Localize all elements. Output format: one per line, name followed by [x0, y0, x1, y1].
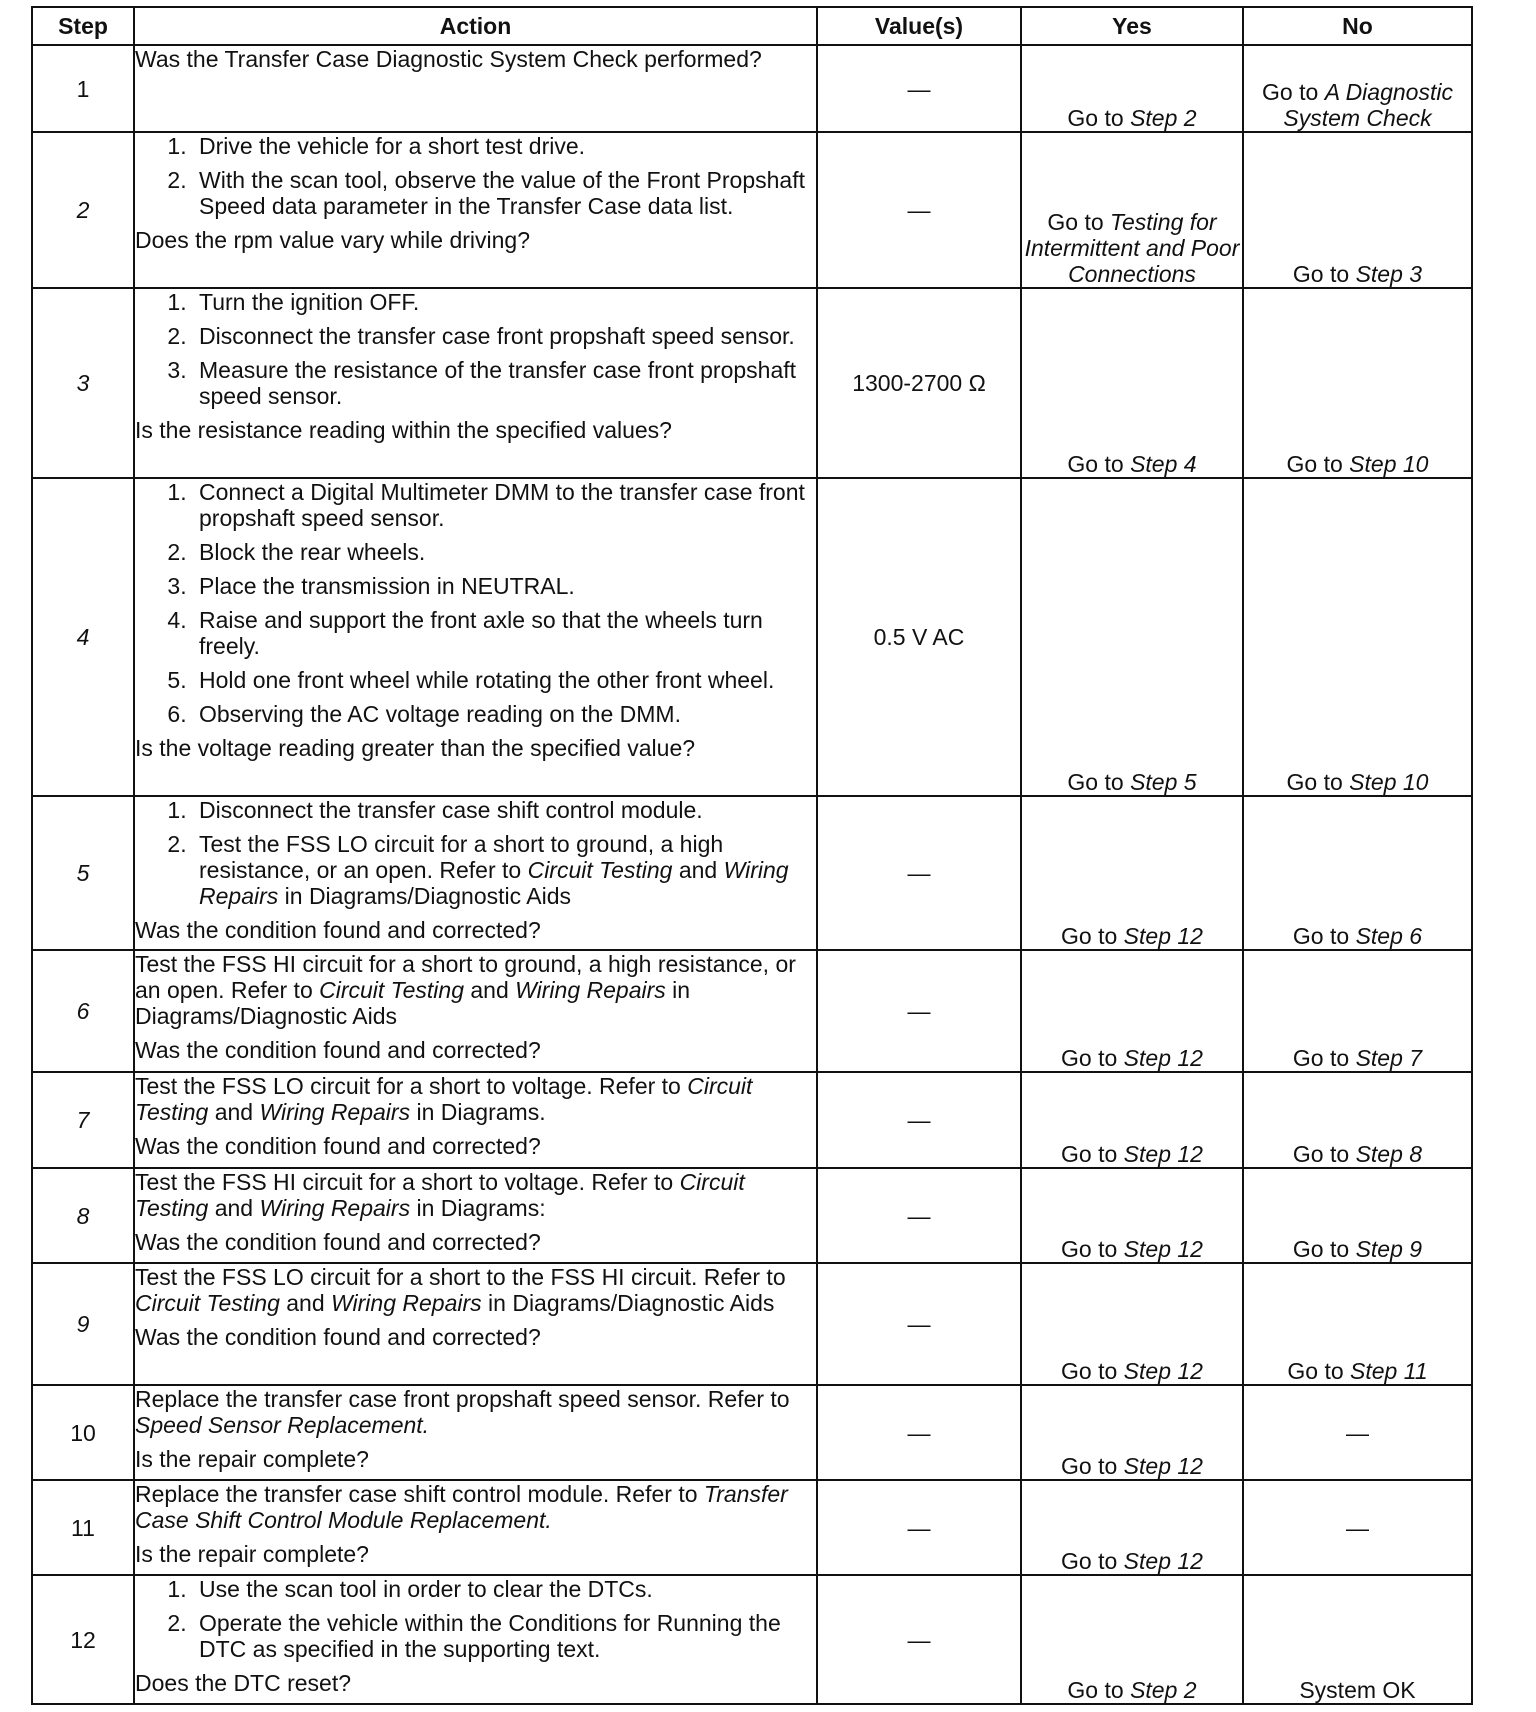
- yes-cell: [1021, 478, 1243, 796]
- yes-link[interactable]: Step 2: [1130, 105, 1197, 132]
- reference-link[interactable]: Wiring Repairs: [199, 856, 789, 909]
- action-item: 1. Use the scan tool in order to clear the DTCs.: [193, 1576, 816, 1602]
- no-link[interactable]: A Diagnostic System Check: [1283, 79, 1453, 132]
- no-cell: —: [1243, 1480, 1472, 1575]
- action-cell: [134, 288, 817, 478]
- action-text-part: in Diagrams.: [410, 1098, 546, 1125]
- action-text: [135, 1169, 816, 1221]
- no-cell: [1243, 478, 1472, 796]
- value-cell: —: [817, 950, 1021, 1072]
- action-text-part: and: [208, 1098, 260, 1125]
- action-text: [135, 1264, 816, 1316]
- yes-cell: [1021, 950, 1243, 1072]
- header-row: [32, 7, 1472, 45]
- step-number: 10: [32, 1385, 134, 1480]
- action-cell: [134, 45, 817, 132]
- no-prefix: Go to: [1292, 1045, 1356, 1072]
- no-link[interactable]: Step 10: [1349, 451, 1429, 478]
- yes-link[interactable]: Step 12: [1123, 1358, 1203, 1385]
- yes-prefix: Go to: [1061, 1548, 1124, 1575]
- action-item: 2. Operate the vehicle within the Conditions for Running the DTC as specified in the supporting text.: [193, 1610, 816, 1662]
- action-text-part: in Diagrams/Diagnostic Aids: [481, 1289, 775, 1316]
- action-cell: [134, 478, 817, 796]
- reference-link[interactable]: Circuit Testing: [135, 1073, 753, 1125]
- yes-cell: [1021, 1385, 1243, 1480]
- action-cell: [134, 796, 817, 950]
- no-link[interactable]: Step 9: [1355, 1236, 1423, 1263]
- no-link[interactable]: Step 10: [1349, 769, 1429, 796]
- step-number: 4: [32, 478, 134, 796]
- action-text: and: [672, 856, 724, 883]
- action-text-part: in Diagrams/Diagnostic Aids: [135, 976, 691, 1029]
- action-list: [135, 1576, 816, 1662]
- reference-link[interactable]: Transfer Case Shift Control Module Replacement.: [135, 1481, 788, 1533]
- header-yes: Yes: [1021, 7, 1243, 45]
- action-text-part: and: [208, 1194, 260, 1221]
- yes-prefix: Go to: [1067, 769, 1131, 796]
- yes-link[interactable]: Step 12: [1123, 1453, 1203, 1480]
- action-text-part: Replace the transfer case front propshaft speed sensor. Refer to: [135, 1386, 790, 1412]
- action-cell: [134, 1263, 817, 1385]
- action-item: 5. Hold one front wheel while rotating the other front wheel.: [193, 667, 816, 693]
- table-row: [32, 950, 1472, 1072]
- no-link[interactable]: Step 11: [1350, 1358, 1428, 1385]
- value-cell: —: [817, 1072, 1021, 1168]
- yes-cell: [1021, 45, 1243, 132]
- action-list: [135, 289, 816, 409]
- action-item: 6. Observing the AC voltage reading on the DMM.: [193, 701, 816, 727]
- action-item: 2. Block the rear wheels.: [193, 539, 816, 565]
- reference-link[interactable]: Wiring Repairs: [331, 1289, 482, 1316]
- no-prefix: Go to: [1286, 451, 1350, 478]
- yes-cell: [1021, 132, 1243, 288]
- yes-prefix: Go to: [1067, 451, 1131, 478]
- no-prefix: Go to: [1262, 79, 1325, 106]
- yes-cell: [1021, 1072, 1243, 1168]
- yes-link[interactable]: Step 12: [1123, 1548, 1203, 1575]
- table-row: [32, 1168, 1472, 1263]
- value-cell: —: [817, 1480, 1021, 1575]
- reference-link[interactable]: Wiring Repairs: [259, 1194, 411, 1221]
- value-cell: 0.5 V AC: [817, 478, 1021, 796]
- step-number: 6: [32, 950, 134, 1072]
- action-item: 3. Measure the resistance of the transfer case front propshaft speed sensor.: [193, 357, 816, 409]
- action-list: [135, 479, 816, 727]
- action-item: 1. Turn the ignition OFF.: [193, 289, 816, 315]
- action-text: [135, 951, 816, 1029]
- yes-cell: [1021, 1575, 1243, 1704]
- no-prefix: Go to: [1287, 1358, 1351, 1385]
- reference-link[interactable]: Circuit Testing: [319, 976, 464, 1003]
- yes-prefix: Go to: [1067, 1677, 1131, 1704]
- table-row: [32, 288, 1472, 478]
- step-number: 7: [32, 1072, 134, 1168]
- action-question: Does the DTC reset?: [135, 1669, 352, 1696]
- no-cell: [1243, 950, 1472, 1072]
- table-row: [32, 1480, 1472, 1575]
- table-row: [32, 45, 1472, 132]
- action-text-part: Test the FSS LO circuit for a short to voltage. Refer to: [135, 1073, 688, 1099]
- step-number: 9: [32, 1263, 134, 1385]
- action-item: 4. Raise and support the front axle so that the wheels turn freely.: [193, 607, 816, 659]
- header-step: Step: [32, 7, 134, 45]
- value-cell: —: [817, 1168, 1021, 1263]
- yes-prefix: Go to: [1061, 923, 1124, 950]
- no-prefix: Go to: [1286, 769, 1350, 796]
- action-item: 1. Disconnect the transfer case shift control module.: [193, 797, 816, 823]
- action-question: Is the resistance reading within the specified values?: [135, 416, 672, 443]
- yes-prefix: Go to: [1067, 105, 1131, 132]
- no-link[interactable]: Step 6: [1355, 923, 1423, 950]
- value-cell: —: [817, 796, 1021, 950]
- reference-link[interactable]: Circuit Testing: [135, 1289, 280, 1316]
- no-cell: [1243, 288, 1472, 478]
- table-row: [32, 1385, 1472, 1480]
- action-question: Does the rpm value vary while driving?: [135, 226, 531, 253]
- step-number: 5: [32, 796, 134, 950]
- yes-cell: [1021, 1263, 1243, 1385]
- action-text: Was the Transfer Case Diagnostic System Check performed?: [135, 46, 762, 72]
- yes-link[interactable]: Step 12: [1123, 1236, 1203, 1263]
- action-text-part: Test the FSS HI circuit for a short to voltage. Refer to: [135, 1169, 680, 1195]
- action-item: [193, 831, 816, 909]
- diagnostic-table: [31, 6, 1473, 1705]
- action-question: Is the voltage reading greater than the specified value?: [135, 734, 696, 761]
- yes-link[interactable]: Step 2: [1130, 1677, 1197, 1704]
- header-no: No: [1243, 7, 1472, 45]
- yes-cell: [1021, 796, 1243, 950]
- action-question: Was the condition found and corrected?: [135, 1036, 541, 1063]
- no-prefix: Go to: [1292, 1141, 1356, 1168]
- action-cell: [134, 1168, 817, 1263]
- table-row: [32, 1575, 1472, 1704]
- action-item: 2. Disconnect the transfer case front propshaft speed sensor.: [193, 323, 816, 349]
- step-number: 8: [32, 1168, 134, 1263]
- no-cell: [1243, 1263, 1472, 1385]
- no-cell: —: [1243, 1385, 1472, 1480]
- yes-link[interactable]: Step 12: [1123, 1141, 1203, 1168]
- action-list: [135, 797, 816, 909]
- table-row: [32, 1263, 1472, 1385]
- yes-link[interactable]: Step 5: [1130, 769, 1197, 796]
- table-row: [32, 132, 1472, 288]
- action-text-part: Test the FSS LO circuit for a short to the FSS HI circuit. Refer to: [135, 1264, 786, 1290]
- action-text-part: in Diagrams:: [410, 1194, 546, 1221]
- action-question: Is the repair complete?: [135, 1540, 369, 1567]
- yes-cell: [1021, 288, 1243, 478]
- table-row: [32, 1072, 1472, 1168]
- yes-prefix: Go to: [1061, 1045, 1124, 1072]
- no-prefix: Go to: [1292, 261, 1356, 288]
- value-cell: 1300-2700 Ω: [817, 288, 1021, 478]
- step-number: 3: [32, 288, 134, 478]
- action-text: [135, 1481, 816, 1533]
- no-prefix: Go to: [1292, 1236, 1356, 1263]
- yes-link[interactable]: Step 12: [1123, 923, 1203, 950]
- value-cell: —: [817, 1263, 1021, 1385]
- reference-link[interactable]: Circuit Testing: [527, 856, 673, 883]
- action-text: [135, 1386, 816, 1438]
- header-action: Action: [134, 7, 817, 45]
- step-number: 1: [32, 45, 134, 132]
- value-cell: —: [817, 1575, 1021, 1704]
- no-link[interactable]: Step 8: [1355, 1141, 1423, 1168]
- action-question: Was the condition found and corrected?: [135, 1132, 541, 1159]
- yes-prefix: Go to: [1061, 1236, 1124, 1263]
- action-cell: [134, 1385, 817, 1480]
- yes-prefix: Go to: [1061, 1453, 1124, 1480]
- reference-link[interactable]: Wiring Repairs: [515, 976, 666, 1003]
- table-row: [32, 796, 1472, 950]
- yes-link[interactable]: Step 4: [1130, 451, 1197, 478]
- action-question: Was the condition found and corrected?: [135, 1323, 541, 1350]
- table-row: [32, 478, 1472, 796]
- action-text: [135, 1073, 816, 1125]
- action-question: Was the condition found and corrected?: [135, 1228, 541, 1255]
- action-cell: [134, 1575, 817, 1704]
- yes-cell: [1021, 1480, 1243, 1575]
- yes-cell: [1021, 1168, 1243, 1263]
- header-values: Value(s): [817, 7, 1021, 45]
- no-cell: [1243, 1168, 1472, 1263]
- no-link[interactable]: Step 3: [1355, 261, 1423, 288]
- action-item: 1. Connect a Digital Multimeter DMM to the transfer case front propshaft speed sensor.: [193, 479, 816, 531]
- no-cell: [1243, 1072, 1472, 1168]
- reference-link[interactable]: Circuit Testing: [135, 1169, 745, 1221]
- no-cell: [1243, 132, 1472, 288]
- yes-prefix: Go to: [1061, 1141, 1124, 1168]
- yes-prefix: Go to: [1047, 209, 1111, 236]
- action-text-part: and: [464, 976, 516, 1003]
- yes-prefix: Go to: [1061, 1358, 1124, 1385]
- action-question: Is the repair complete?: [135, 1445, 369, 1472]
- action-cell: [134, 950, 817, 1072]
- no-prefix: Go to: [1292, 923, 1356, 950]
- step-number: 11: [32, 1480, 134, 1575]
- yes-link[interactable]: Testing for Intermittent and Poor Connections: [1024, 209, 1240, 288]
- action-text: in Diagrams/Diagnostic Aids: [278, 882, 571, 909]
- value-cell: —: [817, 45, 1021, 132]
- yes-link[interactable]: Step 12: [1123, 1045, 1203, 1072]
- action-cell: [134, 132, 817, 288]
- reference-link[interactable]: Wiring Repairs: [259, 1098, 411, 1125]
- no-cell: System OK: [1243, 1575, 1472, 1704]
- action-cell: [134, 1480, 817, 1575]
- action-list: [135, 133, 816, 219]
- action-text-part: Test the FSS HI circuit for a short to ground, a high resistance, or an open. Refer to: [135, 951, 796, 1003]
- no-cell: [1243, 45, 1472, 132]
- action-item: 3. Place the transmission in NEUTRAL.: [193, 573, 816, 599]
- value-cell: —: [817, 132, 1021, 288]
- step-number: 12: [32, 1575, 134, 1704]
- action-text: Test the FSS LO circuit for a short to ground, a high resistance, or an open. Refer to: [199, 830, 724, 883]
- reference-link[interactable]: Speed Sensor Replacement.: [135, 1411, 430, 1438]
- action-question: Was the condition found and corrected?: [135, 916, 541, 943]
- no-cell: [1243, 796, 1472, 950]
- action-item: 2. With the scan tool, observe the value of the Front Propshaft Speed data parameter in the Transfer Case data list.: [193, 167, 816, 219]
- value-cell: —: [817, 1385, 1021, 1480]
- action-cell: [134, 1072, 817, 1168]
- no-link[interactable]: Step 7: [1355, 1045, 1423, 1072]
- action-text-part: and: [279, 1289, 332, 1316]
- step-number: 2: [32, 132, 134, 288]
- action-item: 1. Drive the vehicle for a short test drive.: [193, 133, 816, 159]
- action-text-part: Replace the transfer case shift control module. Refer to: [135, 1481, 704, 1507]
